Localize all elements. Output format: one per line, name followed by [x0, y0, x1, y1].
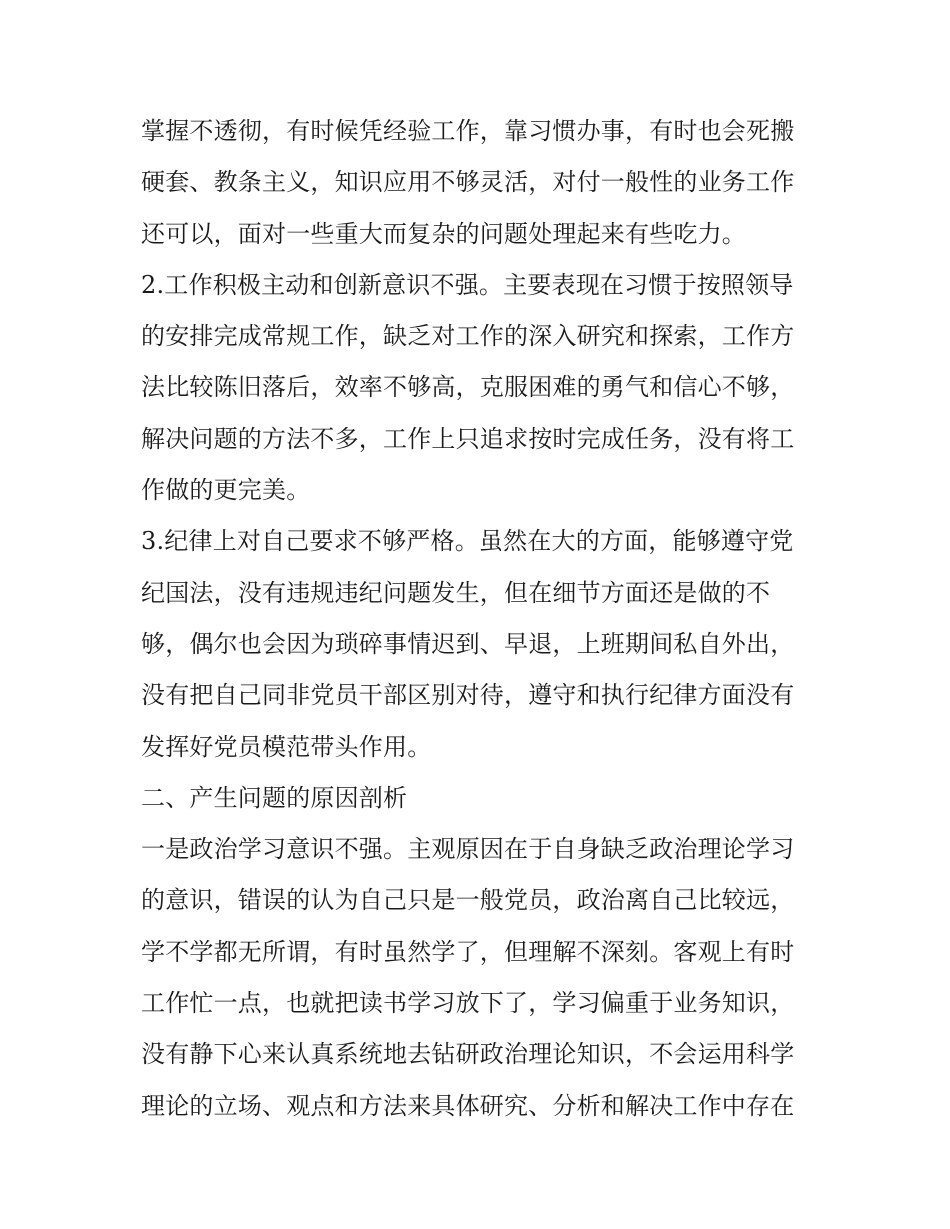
text-line: 工作忙一点，也就把读书学习放下了，学习偏重于业务知识，	[141, 989, 795, 1018]
text-line: 硬套、教条主义，知识应用不够灵活，对付一般性的业务工作	[141, 168, 795, 197]
text-line: 纪国法，没有违规违纪问题发生，但在细节方面还是做的不	[141, 578, 771, 607]
document-body	[141, 106, 821, 1132]
text-line: 学不学都无所谓，有时虽然学了，但理解不深刻。客观上有时	[141, 937, 795, 966]
text-line: 法比较陈旧落后，效率不够高，克服困难的勇气和信心不够，	[141, 373, 795, 402]
text-line: 还可以，面对一些重大而复杂的问题处理起来有些吃力。	[141, 219, 746, 248]
text-line: 的意识，错误的认为自己只是一般党员，政治离自己比较远，	[141, 886, 795, 915]
text-line: 够，偶尔也会因为琐碎事情迟到、早退，上班期间私自外出，	[141, 629, 795, 658]
text-line: 理论的立场、观点和方法来具体研究、分析和解决工作中存在	[141, 1091, 795, 1120]
text-line: 没有把自己同非党员干部区别对待，遵守和执行纪律方面没有	[141, 681, 795, 710]
text-line: 解决问题的方法不多，工作上只追求按时完成任务，没有将工	[141, 424, 795, 453]
text-line: 一是政治学习意识不强。主观原因在于自身缺乏政治理论学习	[141, 835, 795, 864]
numbered-item-line: 3.纪律上对自己要求不够严格。虽然在大的方面，能够遵守党	[141, 527, 794, 556]
text-line: 没有静下心来认真系统地去钻研政治理论知识，不会运用科学	[141, 1040, 795, 1069]
section-heading: 二、产生问题的原因剖析	[141, 783, 408, 812]
text-line: 掌握不透彻，有时候凭经验工作，靠习惯办事，有时也会死搬	[141, 117, 795, 145]
text-line: 发挥好党员模范带头作用。	[141, 732, 432, 761]
text-line: 作做的更完美。	[141, 476, 311, 505]
text-line: 的安排完成常规工作，缺乏对工作的深入研究和探索，工作方	[141, 322, 795, 351]
numbered-item-line: 2.工作积极主动和创新意识不强。主要表现在习惯于按照领导	[141, 270, 794, 299]
